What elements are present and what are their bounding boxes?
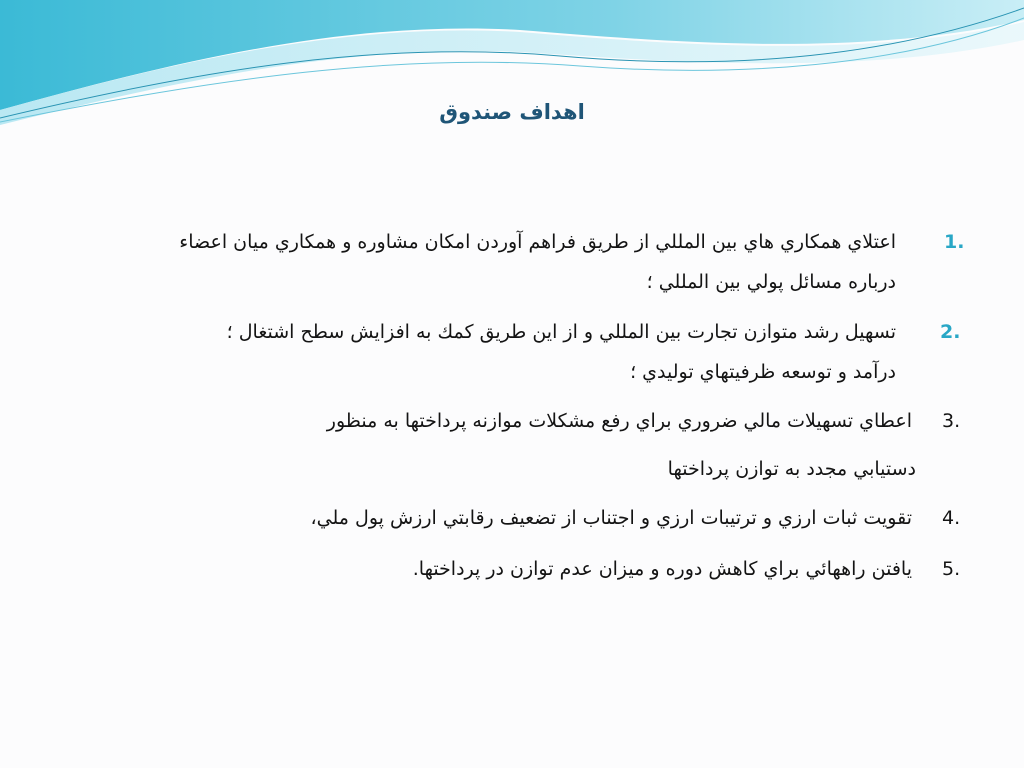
list-number: 2. — [940, 321, 961, 343]
list-item-line: درباره مسائل پولي بين المللي ؛ — [646, 271, 896, 293]
list-item-line: اعطاي تسهيلات مالي ضروري براي رفع مشكلات موازنه پرداختها به منظور — [326, 410, 912, 432]
list-number: 1. — [944, 231, 965, 253]
list-item-line: دستيابي مجدد به توازن پرداختها — [667, 458, 916, 480]
list-number: 5. — [942, 558, 961, 580]
list-item-line: يافتن راههائي براي كاهش دوره و ميزان عدم توازن در پرداختها. — [412, 558, 912, 580]
list-item-line: تقويت ثبات ارزي و ترتيبات ارزي و اجتناب از تضعيف رقابتي ارزش پول ملي، — [310, 507, 912, 529]
list-item-line: درآمد و توسعه ظرفيتهاي توليدي ؛ — [630, 361, 896, 383]
list-number: 4. — [942, 507, 961, 529]
list-item-line: تسهيل رشد متوازن تجارت بين المللي و از اين طريق كمك به افزايش سطح اشتغال ؛ — [226, 321, 896, 343]
list-number: 3. — [942, 410, 961, 432]
slide-title: اهداف صندوق — [439, 100, 585, 124]
list-item-line: اعتلاي همكاري هاي بين المللي از طريق فراهم آوردن امكان مشاوره و همكاري ميان اعضاء — [179, 231, 896, 253]
